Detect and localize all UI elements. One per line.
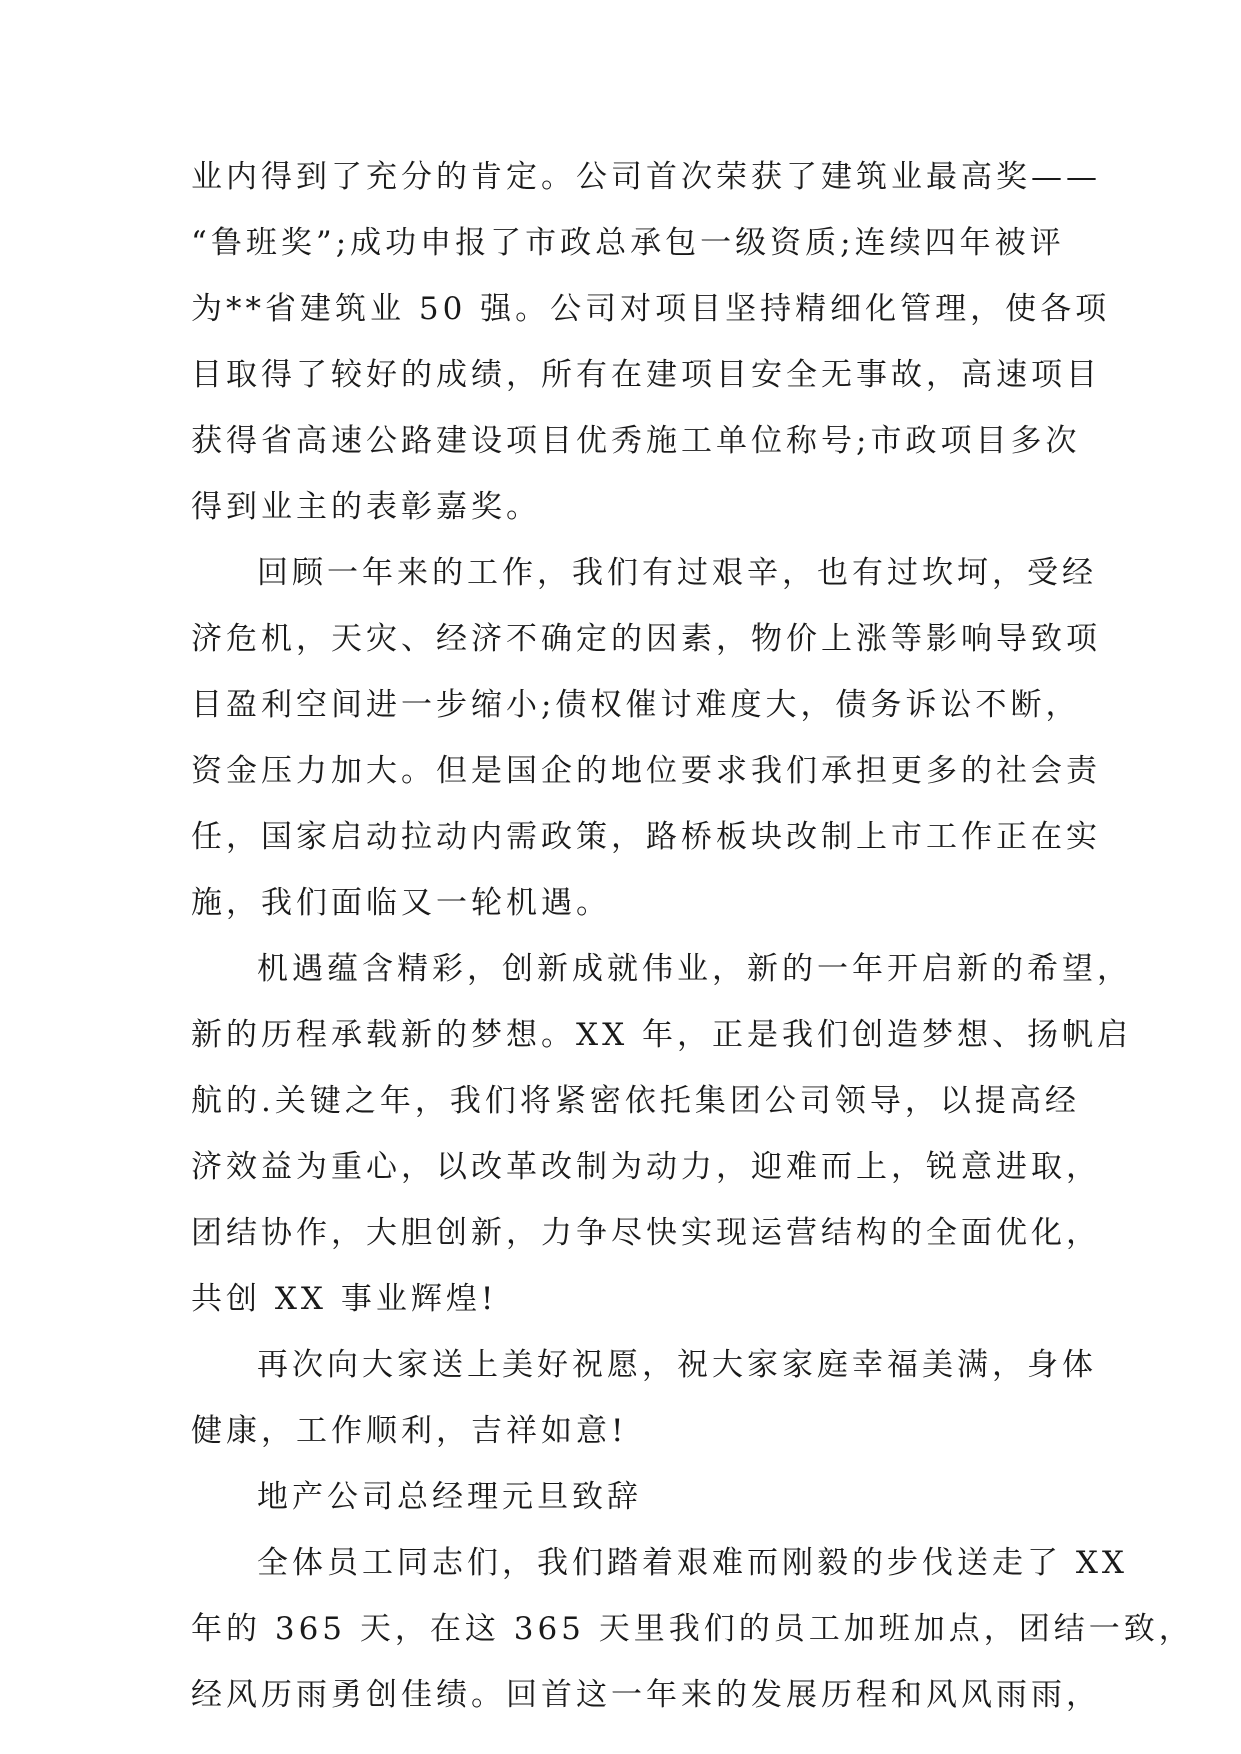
text-line: 目盈利空间进一步缩小;债权催讨难度大，债务诉讼不断， bbox=[191, 687, 1081, 723]
text-line: “鲁班奖”;成功申报了市政总承包一级资质;连续四年被评 bbox=[191, 225, 1065, 261]
text-line: 任，国家启动拉动内需政策，路桥板块改制上市工作正在实 bbox=[191, 819, 1101, 855]
text-line: 经风历雨勇创佳绩。回首这一年来的发展历程和风风雨雨， bbox=[191, 1677, 1101, 1713]
text-line: 济危机，天灾、经济不确定的因素，物价上涨等影响导致项 bbox=[191, 621, 1101, 657]
text-line: 为**省建筑业 50 强。公司对项目坚持精细化管理，使各项 bbox=[191, 291, 1111, 327]
text-line: 新的历程承载新的梦想。XX 年，正是我们创造梦想、扬帆启 bbox=[191, 1017, 1132, 1053]
text-line: 年的 365 天，在这 365 天里我们的员工加班加点，团结一致， bbox=[191, 1611, 1194, 1647]
section-heading: 地产公司总经理元旦致辞 bbox=[257, 1479, 642, 1515]
text-line: 健康，工作顺利，吉祥如意! bbox=[191, 1413, 628, 1449]
text-line: 资金压力加大。但是国企的地位要求我们承担更多的社会责 bbox=[191, 753, 1101, 789]
paragraph-first-line: 机遇蕴含精彩，创新成就伟业，新的一年开启新的希望， bbox=[257, 951, 1132, 987]
text-line: 共创 XX 事业辉煌! bbox=[191, 1281, 498, 1317]
text-line: 业内得到了充分的肯定。公司首次荣获了建筑业最高奖—— bbox=[191, 159, 1101, 195]
body-text bbox=[191, 144, 1194, 1728]
text-line: 获得省高速公路建设项目优秀施工单位称号;市政项目多次 bbox=[191, 423, 1081, 459]
text-line: 施，我们面临又一轮机遇。 bbox=[191, 885, 611, 921]
text-line: 得到业主的表彰嘉奖。 bbox=[191, 489, 541, 525]
paragraph-first-line: 回顾一年来的工作，我们有过艰辛，也有过坎坷，受经 bbox=[257, 555, 1097, 591]
text-line: 航的.关键之年，我们将紧密依托集团公司领导，以提高经 bbox=[191, 1083, 1080, 1119]
text-line: 济效益为重心，以改革改制为动力，迎难而上，锐意进取， bbox=[191, 1149, 1101, 1185]
paragraph-first-line: 再次向大家送上美好祝愿，祝大家家庭幸福美满，身体 bbox=[257, 1347, 1097, 1383]
text-line: 目取得了较好的成绩，所有在建项目安全无事故，高速项目 bbox=[191, 357, 1101, 393]
paragraph-first-line: 全体员工同志们，我们踏着艰难而刚毅的步伐送走了 XX bbox=[257, 1545, 1128, 1581]
text-line: 团结协作，大胆创新，力争尽快实现运营结构的全面优化， bbox=[191, 1215, 1101, 1251]
